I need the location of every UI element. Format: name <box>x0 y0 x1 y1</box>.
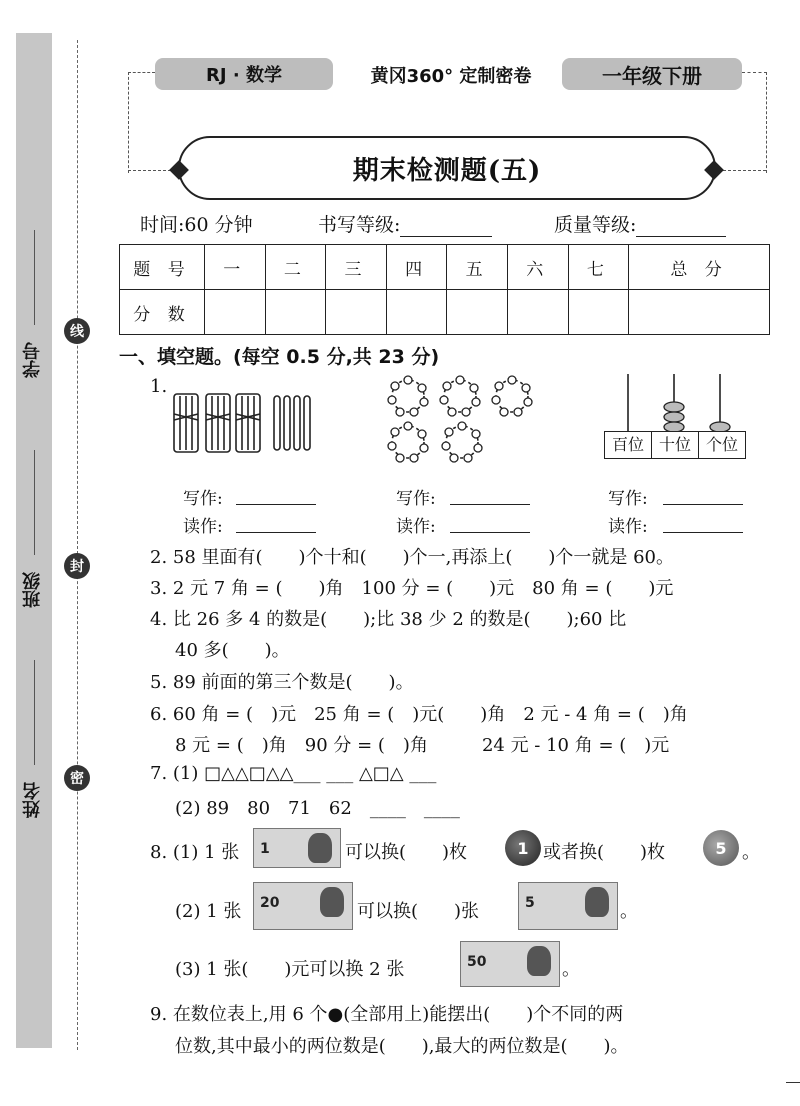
question-7-part-2: (2) 89 80 71 62 ____ ____ <box>175 798 460 819</box>
question-6-line-1: 6. 60 角 = ( )元 25 角 = ( )元( )角 2 元 - 4 角 = ( )角 <box>150 704 688 725</box>
quality-grade-label: 质量等级: <box>554 214 637 236</box>
banknote-denomination: 1 <box>260 841 270 857</box>
write-as-blank[interactable] <box>450 504 530 505</box>
score-cell[interactable] <box>447 290 508 335</box>
banknote-20-yuan <box>253 882 353 930</box>
exam-title: 期末检测题(五) <box>178 136 716 200</box>
name-blank <box>34 660 35 765</box>
score-cell[interactable] <box>265 290 326 335</box>
score-header-cell: 总 分 <box>629 245 770 290</box>
score-cell[interactable] <box>507 290 568 335</box>
question-8-part-1-tail: 或者换( )枚 <box>543 842 666 863</box>
question-2: 2. 58 里面有( )个十和( )个一,再添上( )个一就是 60。 <box>150 547 675 568</box>
class-blank <box>34 450 35 555</box>
question-8-part-2-mid: 可以换( )张 <box>357 901 480 922</box>
read-as-blank[interactable] <box>450 532 530 533</box>
exam-time: 时间:60 分钟 <box>140 214 253 236</box>
score-cell[interactable] <box>568 290 629 335</box>
write-as-blank[interactable] <box>236 504 316 505</box>
portrait-icon <box>527 946 551 976</box>
binding-cut-line <box>77 40 78 1050</box>
writing-grade-row <box>318 210 492 237</box>
question-7-part-1: 7. (1) □△△□△△___ ___ △□△ ___ <box>150 763 437 784</box>
writing-grade-blank[interactable] <box>400 214 492 237</box>
question-9-line-1: 9. 在数位表上,用 6 个●(全部用上)能摆出( )个不同的两 <box>150 1004 624 1025</box>
coin-1-jiao: 1 <box>505 830 541 866</box>
read-as-blank[interactable] <box>236 532 316 533</box>
banknote-1-yuan <box>253 828 341 868</box>
series-label: 黄冈360° 定制密卷 <box>370 66 532 87</box>
question-8-part-1-mid: 可以换( )枚 <box>345 842 468 863</box>
banknote-50-yuan <box>460 941 560 987</box>
score-header-cell: 一 <box>205 245 266 290</box>
stick-bundle <box>174 394 198 452</box>
stick-bundle <box>236 394 260 452</box>
abacus-place-table <box>604 431 746 459</box>
stick-bundle <box>206 394 230 452</box>
score-table <box>119 244 770 335</box>
stick-bundles-picture <box>170 390 320 456</box>
write-as-label: 写作: <box>396 489 436 509</box>
question-8-part-1-end: 。 <box>742 842 760 863</box>
header-bracket-right-foot <box>718 170 766 171</box>
quality-grade-row <box>554 210 726 237</box>
score-table-header-row <box>120 245 770 290</box>
write-as-blank[interactable] <box>663 504 743 505</box>
single-sticks <box>274 396 310 450</box>
banknote-denomination: 50 <box>467 954 487 970</box>
score-header-cell: 七 <box>568 245 629 290</box>
page-edge-mark <box>786 1082 800 1083</box>
question-8-part-2-lead: (2) 1 张 <box>175 901 242 922</box>
question-3: 3. 2 元 7 角 = ( )角 100 分 = ( )元 80 角 = ( )元 <box>150 578 674 599</box>
grade-tag: 一年级下册 <box>562 58 742 90</box>
score-header-cell: 五 <box>447 245 508 290</box>
score-cell[interactable] <box>205 290 266 335</box>
writing-grade-label: 书写等级: <box>318 214 401 236</box>
banknote-denomination: 20 <box>260 895 280 911</box>
coin-5-jiao: 5 <box>703 830 739 866</box>
abacus-picture <box>604 372 748 432</box>
read-as-label: 读作: <box>608 517 648 537</box>
student-id-blank <box>34 230 35 325</box>
score-header-cell: 题 号 <box>120 245 205 290</box>
name-label: 姓名 <box>22 782 43 818</box>
seal-seal-marker: 封 <box>64 553 90 579</box>
question-4-line-2: 40 多( )。 <box>175 640 290 661</box>
section-1-title: 一、填空题。(每空 0.5 分,共 23 分) <box>119 346 440 368</box>
seal-line-marker: 线 <box>64 318 90 344</box>
header-bracket-right <box>742 72 767 173</box>
question-8-part-2-end: 。 <box>620 901 638 922</box>
portrait-icon <box>308 833 332 863</box>
banknote-denomination: 5 <box>525 895 535 911</box>
score-header-cell: 二 <box>265 245 326 290</box>
question-8-part-1-lead: 8. (1) 1 张 <box>150 842 240 863</box>
score-header-cell: 六 <box>507 245 568 290</box>
quality-grade-blank[interactable] <box>636 214 726 237</box>
question-8-part-3: (3) 1 张( )元可以换 2 张 <box>175 959 405 980</box>
score-table-score-row <box>120 290 770 335</box>
write-as-label: 写作: <box>183 489 223 509</box>
banknote-5-yuan <box>518 882 618 930</box>
question-4-line-1: 4. 比 26 多 4 的数是( );比 38 少 2 的数是( );60 比 <box>150 609 627 630</box>
portrait-icon <box>320 887 344 917</box>
question-8-part-3-end: 。 <box>562 959 580 980</box>
question-5: 5. 89 前面的第三个数是( )。 <box>150 672 414 693</box>
score-row-label: 分 数 <box>120 290 205 335</box>
write-as-label: 写作: <box>608 489 648 509</box>
score-cell[interactable] <box>386 290 447 335</box>
portrait-icon <box>585 887 609 917</box>
read-as-blank[interactable] <box>663 532 743 533</box>
question-6-line-2: 8 元 = ( )角 90 分 = ( )角 24 元 - 10 角 = ( )元 <box>175 735 670 756</box>
bead-rings-picture <box>384 372 544 472</box>
class-label: 班级 <box>22 572 43 608</box>
seal-secret-marker: 密 <box>64 765 90 791</box>
read-as-label: 读作: <box>183 517 223 537</box>
score-header-cell: 四 <box>386 245 447 290</box>
score-cell[interactable] <box>629 290 770 335</box>
header-bracket-left <box>128 72 155 173</box>
question-9-line-2: 位数,其中最小的两位数是( ),最大的两位数是( )。 <box>175 1036 629 1057</box>
tens-place-label: 十位 <box>652 432 699 458</box>
student-id-label: 学号 <box>22 342 43 378</box>
q1-number: 1. <box>150 376 168 397</box>
score-cell[interactable] <box>326 290 387 335</box>
subject-tag: RJ · 数学 <box>155 58 333 90</box>
read-as-label: 读作: <box>396 517 436 537</box>
hundreds-place-label: 百位 <box>605 432 652 458</box>
ones-place-label: 个位 <box>705 435 738 454</box>
score-header-cell: 三 <box>326 245 387 290</box>
